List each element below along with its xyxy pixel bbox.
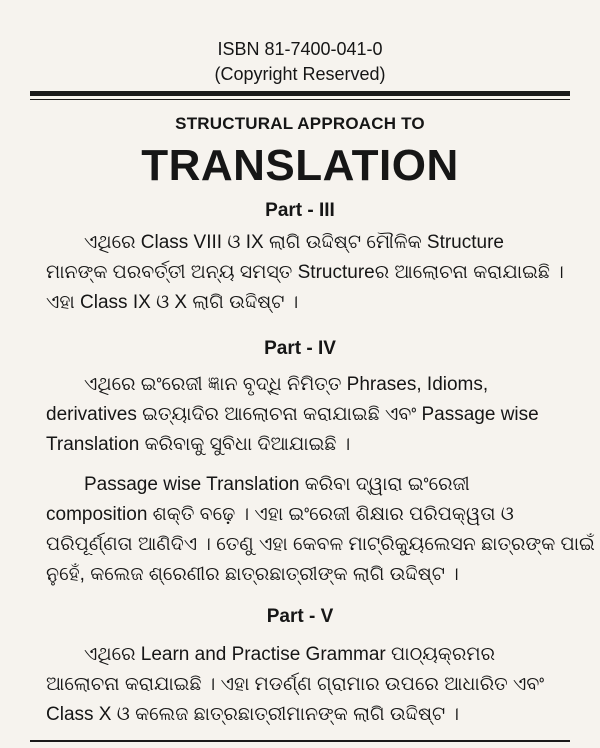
paragraph xyxy=(46,228,566,318)
text-line: Class X ଓ କଲେଜ ଛାତ୍ରଛାତ୍ରୀମାନଙ୍କ ଲାଗି ଉଦ୍ଦିଷ୍ଟ । xyxy=(46,704,460,725)
isbn-text: ISBN 81-7400-041-0 xyxy=(217,39,383,59)
paragraph xyxy=(46,640,566,730)
book-title: TRANSLATION xyxy=(141,141,459,190)
book-subtitle: STRUCTURAL APPROACH TO xyxy=(175,114,425,133)
part-heading: Part - III xyxy=(265,200,335,221)
text-line: ଏଥିରେ Class VIII ଓ IX ଲାଗି ଉଦ୍ଦିଷ୍ଟ ମୌଳିକ Structure xyxy=(84,232,504,253)
text-line: ଏଥିରେ Learn and Practise Grammar ପାଠ୍ୟକ୍ରମର xyxy=(84,644,495,665)
text-line: ଆଲୋଚନା କରାଯାଇଛି । ଏହା ମଡର୍ଣ୍ଣ ଗ୍ରାମାର ଉପରେ ଆଧାରିତ ଏବଂ xyxy=(46,674,545,695)
header-rule-thick xyxy=(30,91,570,96)
text-line: ପରିପୂର୍ଣ୍ଣତା ଆଣିଦିଏ । ତେଣୁ ଏହା କେବଳ ମାଟ୍ରିକ୍ୟୁଲେସନ ଛାତ୍ରଙ୍କ ପାଇଁ xyxy=(46,534,595,555)
text-line: ଏହା Class IX ଓ X ଲାଗି ଉଦ୍ଦିଷ୍ଟ । xyxy=(46,292,299,313)
paragraph xyxy=(46,470,595,590)
text-line: composition ଶକ୍ତି ବଢ଼େ । ଏହା ଇଂରେଜୀ ଶିକ୍ଷାର ପରିପକ୍ୱତା ଓ xyxy=(46,504,514,525)
part-heading: Part - IV xyxy=(264,338,336,359)
text-line: Passage wise Translation କରିବା ଦ୍ୱାରା ଇଂରେଜୀ xyxy=(84,474,470,495)
header-rule-thin xyxy=(30,99,570,100)
text-line: derivatives ଇତ୍ୟାଦିର ଆଲୋଚନା କରାଯାଇଛି ଏବଂ Passage wise xyxy=(46,404,539,425)
text-line: ନୁହେଁ, କଲେଜ ଶ୍ରେଣୀର ଛାତ୍ରଛାତ୍ରୀଙ୍କ ଲାଗି ଉଦ୍ଦିଷ୍ଟ । xyxy=(46,564,459,585)
text-line: ଏଥିରେ ଇଂରେଜୀ ଜ୍ଞାନ ବୃଦ୍ଧି ନିମିତ୍ତ Phrases, Idioms, xyxy=(84,374,489,395)
text-line: Translation କରିବାକୁ ସୁବିଧା ଦିଆଯାଇଛି । xyxy=(46,434,351,455)
footer-rule xyxy=(30,740,570,742)
text-line: ମାନଙ୍କ ପରବର୍ତ୍ତୀ ଅନ୍ୟ ସମସ୍ତ Structureର ଆଲୋଚନା କରାଯାଇଛି । xyxy=(46,262,564,283)
part-heading: Part - V xyxy=(266,606,334,627)
paragraph xyxy=(46,370,566,460)
copyright-text: (Copyright Reserved) xyxy=(214,64,386,84)
